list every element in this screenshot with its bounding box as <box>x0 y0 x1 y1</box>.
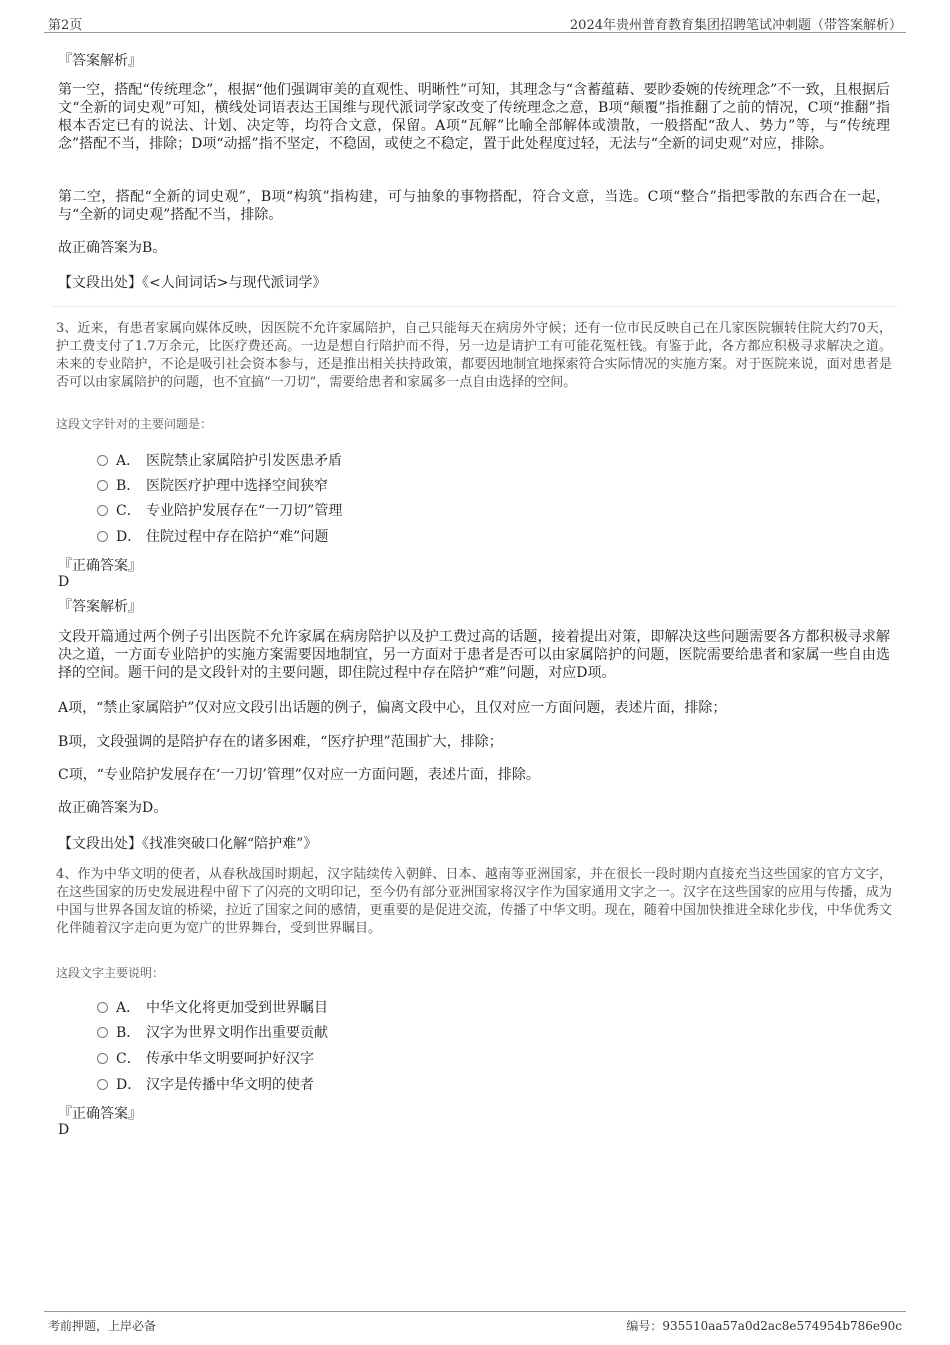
question-prompt: 这段文字针对的主要问题是： <box>56 417 213 431</box>
source-citation: 【文段出处】《<人间词话>与现代派词学》 <box>58 275 327 291</box>
option-c[interactable]: C． 专业陪护发展存在“一刀切”管理 <box>97 500 342 520</box>
radio-icon[interactable] <box>97 531 108 542</box>
analysis-paragraph: B项，文段强调的是陪护存在的诸多困难，“医疗护理”范围扩大，排除； <box>58 734 503 750</box>
document-title: 2024年贵州普育教育集团招聘笔试冲刺题（带答案解析） <box>569 18 902 33</box>
source-citation: 【文段出处】《找准突破口化解“陪护难”》 <box>58 836 318 852</box>
correct-answer: D <box>58 574 70 590</box>
radio-icon[interactable] <box>97 1053 108 1064</box>
radio-icon[interactable] <box>97 1027 108 1038</box>
question-stem: 4、作为中华文明的使者，从春秋战国时期起，汉字陆续传入朝鲜、日本、越南等亚洲国家，并在很长一段时期内直接充当这些国家的官方文字，在这些国家的历史发展进程中留下了闪亮的文明印记，至今仍有部分亚洲国家将汉字作为国家通用文字之一。汉字在这些国家的应用与传播，成为中国与世界各国友谊的桥梁，拉近了国家之间的感情，更重要的是促进交流，传播了中华文明。现在，随着中国加快推进全球化步伐，中华优秀文化伴随着汉字走向更为宽广的世界舞台，受到世界瞩目。 <box>56 867 892 936</box>
radio-icon[interactable] <box>97 480 108 491</box>
question-stem: 3、近来，有患者家属向媒体反映，因医院不允许家属陪护，自己只能每天在病房外守候；还有一位市民反映自己在几家医院辗转住院大约70天，护工费支付了1.7万余元，比医疗费还高。一边是想自行陪护而不得，另一边是请护工有可能花冤枉钱。有鉴于此，各方都应积极寻求解决之道。未来的专业陪护，不论是吸引社会资本参与，还是推出相关扶持政策，都要因地制宜地探索符合实际情况的实施方案。对于医院来说，面对患者是否可以由家属陪护的问题，也不宜搞“一刀切”，需要给患者和家属多一点自由选择的空间。 <box>56 321 892 390</box>
analysis-label: 『答案解析』 <box>58 599 142 615</box>
option-c[interactable]: C． 传承中华文明要呵护好汉字 <box>97 1048 314 1068</box>
option-a[interactable]: A． 中华文化将更加受到世界瞩目 <box>97 997 328 1017</box>
radio-icon[interactable] <box>97 1002 108 1013</box>
radio-icon[interactable] <box>97 1079 108 1090</box>
page-header <box>44 10 906 33</box>
radio-icon[interactable] <box>97 505 108 516</box>
analysis-paragraph: 故正确答案为B。 <box>58 240 167 256</box>
analysis-paragraph: C项，“专业陪护发展存在‘一刀切’管理”仅对应一方面问题，表述片面，排除。 <box>58 767 540 783</box>
option-d[interactable]: D． 汉字是传播中华文明的使者 <box>97 1074 314 1094</box>
answer-label: 『正确答案』 <box>58 558 142 574</box>
analysis-paragraph: A项，“禁止家属陪护”仅对应文段引出话题的例子，偏离文段中心，且仅对应一方面问题，表述片面，排除； <box>58 700 727 716</box>
divider <box>52 306 898 307</box>
analysis-paragraph: 故正确答案为D。 <box>58 800 168 816</box>
document-code: 编号：935510aa57a0d2ac8e574954b786e90c <box>626 1319 902 1333</box>
page-number: 第2页 <box>48 18 83 33</box>
analysis-paragraph: 第二空，搭配“全新的词史观”，B项“构筑”指构建，可与抽象的事物搭配，符合文意，当选。C项“整合”指把零散的东西合在一起，与“全新的词史观”搭配不当，排除。 <box>58 189 890 223</box>
analysis-label: 『答案解析』 <box>58 53 142 69</box>
correct-answer: D <box>58 1122 70 1138</box>
answer-label: 『正确答案』 <box>58 1106 142 1122</box>
analysis-paragraph: 第一空，搭配“传统理念”，根据“他们强调审美的直观性、明晰性”可知，其理念与“含蓄蕴藉、要眇委婉的传统理念”不一致，且根据后文“全新的词史观”可知，横线处词语表达王国维与现代派词学家改变了传统理念之意，B项“颠覆”指推翻了之前的情况，C项“推翻”指根本否定已有的说法、计划、决定等，均符合文意，保留。A项“瓦解”比喻全部解体或溃散，一般搭配“敌人、势力”等，与“传统理念”搭配不当，排除；D项“动摇”指不坚定，不稳固，或使之不稳定，置于此处程度过轻，无法与“全新的词史观”对应，排除。 <box>58 82 890 152</box>
footer-slogan: 考前押题，上岸必备 <box>48 1319 157 1333</box>
option-b[interactable]: B． 汉字为世界文明作出重要贡献 <box>97 1022 328 1042</box>
page-footer <box>44 1311 906 1338</box>
option-a[interactable]: A． 医院禁止家属陪护引发医患矛盾 <box>97 450 342 470</box>
question-prompt: 这段文字主要说明： <box>56 966 165 980</box>
option-b[interactable]: B． 医院医疗护理中选择空间狭窄 <box>97 475 328 495</box>
radio-icon[interactable] <box>97 455 108 466</box>
option-d[interactable]: D． 住院过程中存在陪护“难”问题 <box>97 526 328 546</box>
analysis-paragraph: 文段开篇通过两个例子引出医院不允许家属在病房陪护以及护工费过高的话题，接着提出对策，即解决这些问题需要各方都积极寻求解决之道，一方面专业陪护的实施方案需要因地制宜，另一方面对于患者是否可以由家属陪护的问题，医院需要给患者和家属一些自由选择的空间。题干问的是文段针对的主要问题，即住院过程中存在陪护“难”问题，对应D项。 <box>58 629 890 681</box>
